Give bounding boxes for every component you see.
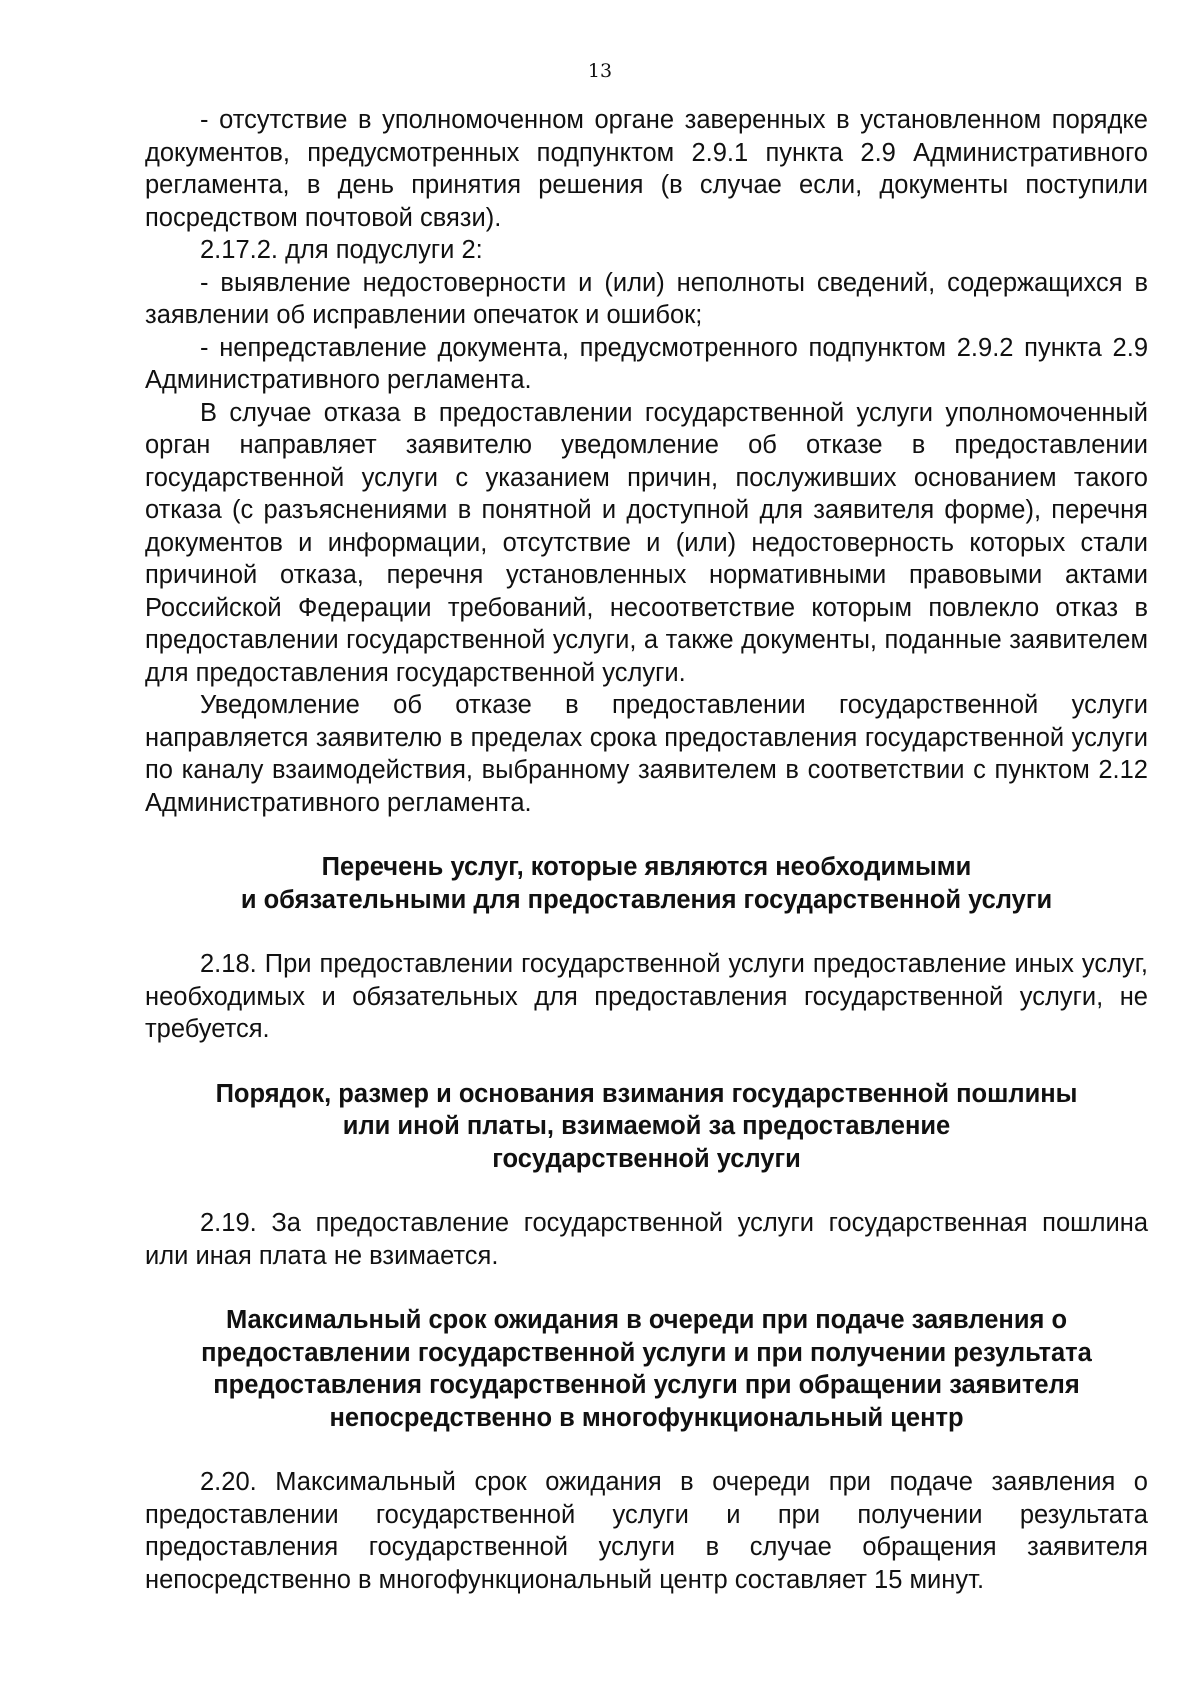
paragraph-document-not-provided: - непредставление документа, предусмотренного подпунктом 2.9.2 пункта 2.9 Административного регламента. [145, 333, 1148, 394]
heading-line: непосредственно в многофункциональный центр [329, 1403, 964, 1432]
heading-line: государственной услуги [492, 1144, 801, 1173]
heading-queue-time [145, 1304, 1148, 1434]
paragraph-absence-documents: - отсутствие в уполномоченном органе заверенных в установленном порядке документов, предусмотренных подпунктом 2.9.1 пункта 2.9 Административного регламента, в день принятия решения (в случае если, документы поступили посредством почтовой связи). [145, 106, 1148, 232]
heading-line: предоставления государственной услуги при обращении заявителя [213, 1371, 1080, 1399]
paragraph-unreliable-info: - выявление недостоверности и (или) неполноты сведений, содержащихся в заявлении об исправлении опечаток и ошибок; [145, 268, 1148, 329]
heading-state-fee [145, 1078, 1148, 1176]
paragraph-refusal-case: В случае отказа в предоставлении государственной услуги уполномоченный орган направляет заявителю уведомление об отказе в предоставлении государственной услуги с указанием причин, послуживших основанием такого отказа (с разъяснениями в понятной и доступной для заявителя форме), перечня документов и информации, отсутствие и (или) недостоверность которых стали причиной отказа, перечня установленных нормативными правовыми актами Российской Федерации требований, несоответствие которым повлекло отказ в предоставлении государственной услуги, а также документы, поданные заявителем для предоставления государственной услуги. [145, 398, 1148, 687]
heading-line: предоставлении государственной услуги и при получении результата [201, 1338, 1092, 1367]
page-content [145, 104, 1148, 1596]
paragraph-2-19: 2.19. За предоставление государственной услуги государственная пошлина или иная плата не взимается. [145, 1209, 1148, 1270]
page-number: 13 [587, 60, 613, 82]
paragraph-subservice-2: 2.17.2. для подуслуги 2: [200, 236, 483, 264]
paragraph-2-18: 2.18. При предоставлении государственной услуги предоставление иных услуг, необходимых и обязательных для предоставления государственной услуги, не требуется. [145, 950, 1148, 1043]
heading-line: Перечень услуг, которые являются необходимыми [321, 853, 972, 881]
heading-line: и обязательными для предоставления государственной услуги [240, 885, 1053, 914]
heading-line: или иной платы, взимаемой за предоставление [342, 1112, 951, 1140]
paragraph-2-20: 2.20. Максимальный срок ожидания в очереди при подаче заявления о предоставлении государственной услуги и при получении результата предоставления государственной услуги в случае обращения заявителя непосредственно в многофункциональный центр составляет 15 минут. [145, 1468, 1148, 1594]
paragraph-refusal-notification: Уведомление об отказе в предоставлении государственной услуги направляется заявителю в пределах срока предоставления государственной услуги по каналу взаимодействия, выбранному заявителем в соответствии с пунктом 2.12 Административного регламента. [145, 691, 1148, 817]
heading-line: Порядок, размер и основания взимания государственной пошлины [215, 1079, 1078, 1108]
heading-required-services [145, 851, 1148, 916]
heading-line: Максимальный срок ожидания в очереди при подаче заявления о [225, 1306, 1068, 1334]
